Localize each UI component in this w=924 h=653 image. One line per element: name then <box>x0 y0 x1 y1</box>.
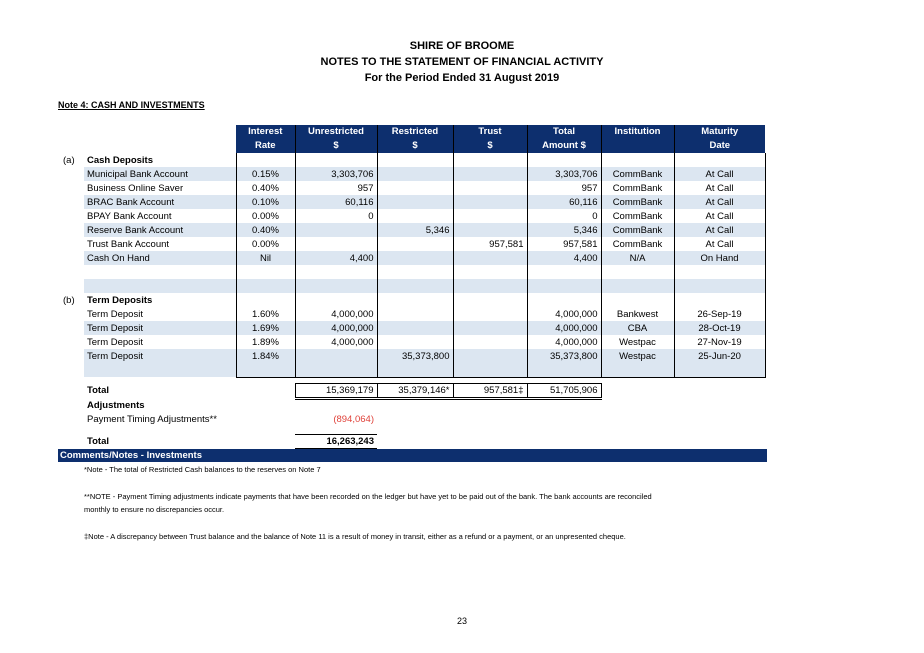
table-row <box>60 237 765 251</box>
unrestricted-cell: 0 <box>295 209 377 223</box>
account-name: Cash On Hand <box>84 251 236 265</box>
account-name: Reserve Bank Account <box>84 223 236 237</box>
trust-cell <box>453 307 527 321</box>
total-cell: 957 <box>527 181 601 195</box>
table-row <box>60 223 765 237</box>
unrestricted-cell <box>295 349 377 363</box>
institution-cell: CBA <box>601 321 674 335</box>
trust-cell <box>453 321 527 335</box>
restricted-cell <box>377 321 453 335</box>
maturity-cell: At Call <box>674 181 765 195</box>
col-maturity-sub: Date <box>674 139 765 153</box>
maturity-cell: At Call <box>674 195 765 209</box>
totals-label: Total <box>87 385 109 396</box>
rate-cell: 0.40% <box>236 223 295 237</box>
col-interest: Interest <box>236 125 295 139</box>
col-maturity: Maturity <box>674 125 765 139</box>
rate-cell: 0.10% <box>236 195 295 209</box>
institution-cell: CommBank <box>601 181 674 195</box>
section-b-label: (b) <box>63 294 75 306</box>
table-row <box>60 335 765 349</box>
trust-cell <box>453 335 527 349</box>
total-cell: 5,346 <box>527 223 601 237</box>
total-cell: 4,000,000 <box>527 307 601 321</box>
col-restricted-sub: $ <box>377 139 453 153</box>
total-cell: 4,400 <box>527 251 601 265</box>
maturity-cell: On Hand <box>674 251 765 265</box>
totals-row <box>60 383 765 398</box>
trust-cell <box>453 251 527 265</box>
rate-cell: 1.60% <box>236 307 295 321</box>
section-a-row <box>60 153 765 167</box>
total-trust: 957,581‡ <box>453 383 527 398</box>
final-total-row <box>60 434 765 449</box>
account-name: BRAC Bank Account <box>84 195 236 209</box>
rate-cell: 1.84% <box>236 349 295 363</box>
total-cell: 35,373,800 <box>527 349 601 363</box>
account-name: Business Online Saver <box>87 182 184 194</box>
total-cell: 957,581 <box>527 237 601 251</box>
report-title: NOTES TO THE STATEMENT OF FINANCIAL ACTIVITY <box>320 56 604 68</box>
col-institution: Institution <box>601 125 674 139</box>
maturity-cell: 27-Nov-19 <box>674 335 765 349</box>
col-trust-sub: $ <box>453 139 527 153</box>
trust-cell: 957,581 <box>453 237 527 251</box>
unrestricted-cell: 4,000,000 <box>295 307 377 321</box>
total-restricted: 35,379,146* <box>377 383 453 398</box>
table-row <box>60 181 765 195</box>
cash-investments-table <box>60 125 766 451</box>
col-interest-sub: Rate <box>236 139 295 153</box>
report-entity: SHIRE OF BROOME <box>409 40 515 52</box>
institution-cell: Bankwest <box>601 307 674 321</box>
unrestricted-cell <box>295 223 377 237</box>
total-cell: 4,000,000 <box>527 335 601 349</box>
trust-cell <box>453 195 527 209</box>
institution-cell: N/A <box>601 251 674 265</box>
maturity-cell: At Call <box>674 237 765 251</box>
trust-cell <box>453 181 527 195</box>
adjustments-title-row <box>60 398 765 412</box>
restricted-cell <box>377 251 453 265</box>
table-row <box>60 209 765 223</box>
rate-cell: 0.00% <box>236 237 295 251</box>
rate-cell: 0.00% <box>236 209 295 223</box>
restricted-cell: 5,346 <box>377 223 453 237</box>
account-name: Term Deposit <box>87 308 143 320</box>
col-restricted: Restricted <box>377 125 453 139</box>
account-name: BPAY Bank Account <box>87 210 172 222</box>
spacer-row <box>60 279 765 293</box>
account-name: Term Deposit <box>84 349 236 363</box>
adjustments-title: Adjustments <box>87 399 145 411</box>
section-b-row <box>60 293 765 307</box>
col-total: Total <box>527 125 601 139</box>
col-unrestricted-sub: $ <box>295 139 377 153</box>
trust-cell <box>453 167 527 181</box>
section-b-title: Term Deposits <box>87 294 153 306</box>
restricted-cell <box>377 237 453 251</box>
unrestricted-cell: 60,116 <box>295 195 377 209</box>
total-cell: 3,303,706 <box>527 167 601 181</box>
restricted-cell <box>377 195 453 209</box>
restricted-cell <box>377 181 453 195</box>
footnote-trust-discrepancy: ‡Note - A discrepancy between Trust balance and the balance of Note 11 is a result of money in transit, either as a refund or a payment, or an unpresented cheque. <box>84 532 626 541</box>
unrestricted-cell: 4,000,000 <box>295 321 377 335</box>
spacer-row <box>60 363 765 377</box>
maturity-cell: 26-Sep-19 <box>674 307 765 321</box>
rate-cell: 0.40% <box>236 181 295 195</box>
trust-cell <box>453 349 527 363</box>
total-unrestricted: 15,369,179 <box>295 383 377 398</box>
adjustments-label: Payment Timing Adjustments** <box>87 413 217 425</box>
unrestricted-cell: 4,400 <box>295 251 377 265</box>
restricted-cell <box>377 307 453 321</box>
institution-cell: CommBank <box>601 195 674 209</box>
total-cell: 4,000,000 <box>527 321 601 335</box>
restricted-cell: 35,373,800 <box>377 349 453 363</box>
maturity-cell: At Call <box>674 167 765 181</box>
unrestricted-cell: 957 <box>295 181 377 195</box>
trust-cell <box>453 223 527 237</box>
table-row <box>60 167 765 181</box>
institution-cell: CommBank <box>601 209 674 223</box>
rate-cell: Nil <box>236 251 295 265</box>
table-row <box>60 251 765 265</box>
col-total-sub: Amount $ <box>527 139 601 153</box>
rate-cell: 0.15% <box>236 167 295 181</box>
table-row <box>60 321 765 335</box>
section-a-label: (a) <box>63 154 75 166</box>
final-total-value: 16,263,243 <box>295 434 377 449</box>
account-name: Term Deposit <box>87 336 143 348</box>
spacer-row <box>60 265 765 279</box>
institution-cell: CommBank <box>601 237 674 251</box>
maturity-cell: 25-Jun-20 <box>674 349 765 363</box>
rate-cell: 1.69% <box>236 321 295 335</box>
total-cell: 0 <box>527 209 601 223</box>
unrestricted-cell <box>295 237 377 251</box>
account-name: Term Deposit <box>84 321 236 335</box>
maturity-cell: 28-Oct-19 <box>674 321 765 335</box>
adjustments-value: (894,064) <box>333 413 374 425</box>
restricted-cell <box>377 335 453 349</box>
rate-cell: 1.89% <box>236 335 295 349</box>
account-name: Municipal Bank Account <box>84 167 236 181</box>
note-title: Note 4: CASH AND INVESTMENTS <box>58 100 205 110</box>
col-trust: Trust <box>453 125 527 139</box>
total-cell: 60,116 <box>527 195 601 209</box>
adjustments-row <box>60 412 765 426</box>
table-row <box>60 349 765 363</box>
trust-cell <box>453 209 527 223</box>
comments-banner: Comments/Notes - Investments <box>58 449 767 462</box>
restricted-cell <box>377 209 453 223</box>
section-a-title: Cash Deposits <box>87 154 153 166</box>
col-unrestricted: Unrestricted <box>295 125 377 139</box>
table-row <box>60 307 765 321</box>
report-period: For the Period Ended 31 August 2019 <box>364 72 560 84</box>
table-row <box>60 195 765 209</box>
institution-cell: Westpac <box>601 349 674 363</box>
col-institution-sub <box>601 139 674 153</box>
spacer-row <box>60 426 765 434</box>
institution-cell: CommBank <box>601 167 674 181</box>
header-row-1 <box>60 125 765 139</box>
page-number: 23 <box>456 616 467 626</box>
unrestricted-cell: 4,000,000 <box>295 335 377 349</box>
account-name: Trust Bank Account <box>87 238 170 250</box>
final-total-label: Total <box>87 436 109 447</box>
footnote-restricted: *Note - The total of Restricted Cash balances to the reserves on Note 7 <box>84 465 321 474</box>
restricted-cell <box>377 167 453 181</box>
header-row-2 <box>60 139 765 153</box>
maturity-cell: At Call <box>674 223 765 237</box>
unrestricted-cell: 3,303,706 <box>295 167 377 181</box>
institution-cell: Westpac <box>601 335 674 349</box>
total-amount: 51,705,906 <box>527 383 601 398</box>
institution-cell: CommBank <box>601 223 674 237</box>
maturity-cell: At Call <box>674 209 765 223</box>
footnote-payment-timing: **NOTE - Payment Timing adjustments indicate payments that have been recorded on the ledger but have yet to be paid out of the bank. The bank accounts are reconciled monthly to ensure no discrepancies occur. <box>84 492 652 514</box>
